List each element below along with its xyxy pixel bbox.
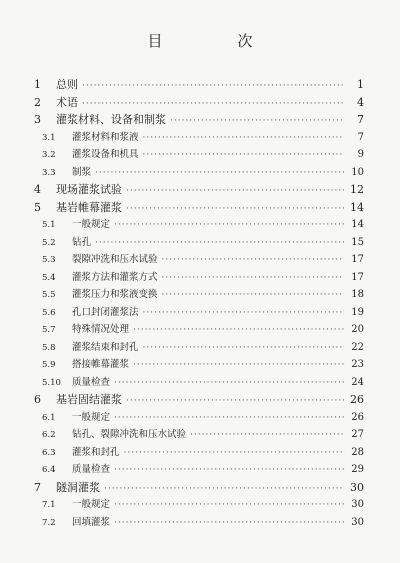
toc-leader-dots [190, 430, 344, 440]
toc-entry-page: 17 [351, 271, 364, 283]
toc-entry-page: 26 [351, 411, 364, 423]
toc-entry-number: 5.3 [42, 255, 56, 265]
toc-entry [34, 76, 364, 94]
toc-entry [34, 164, 364, 182]
toc-entry [34, 514, 364, 532]
toc-leader-dots [114, 500, 344, 510]
toc-entry-title: 总则 [56, 78, 78, 91]
toc-entry-number: 5.2 [42, 237, 56, 248]
toc-entry [34, 391, 364, 409]
toc-entry-page: 22 [351, 341, 364, 353]
toc-entry [34, 409, 364, 427]
toc-entry-title: 一般规定 [72, 219, 111, 230]
toc-entry-title: 灌浆方法和灌浆方式 [72, 271, 158, 283]
toc-entry-page: 14 [351, 219, 364, 230]
toc-entry-title: 灌浆设备和机具 [72, 149, 139, 160]
toc-entry [34, 269, 364, 287]
toc-entry-number: 5.8 [42, 342, 56, 353]
toc-entry-title: 隧洞灌浆 [56, 480, 100, 494]
toc-leader-dots [82, 81, 344, 91]
toc-entry-page: 15 [351, 236, 364, 248]
toc-entry-number: 6 [34, 393, 41, 406]
toc-leader-dots [114, 465, 344, 475]
toc-entry [34, 304, 364, 322]
toc-entry-page: 4 [357, 95, 364, 109]
toc-entry-page: 26 [350, 393, 364, 406]
toc-entry-number: 7.2 [42, 517, 56, 528]
toc-entry-title: 钻孔、裂隙冲洗和压水试验 [72, 429, 187, 440]
toc-entry-number: 7 [34, 480, 41, 494]
toc-entry-page: 27 [351, 429, 364, 440]
toc-entry [34, 111, 364, 129]
toc-leader-dots [143, 133, 344, 143]
toc-entry-title: 裂隙冲洗和压水试验 [72, 254, 158, 265]
toc-entry-number: 5.6 [42, 307, 56, 318]
toc-entry-page: 12 [350, 183, 364, 196]
toc-entry [34, 356, 364, 374]
toc-entry-number: 5.5 [42, 290, 56, 300]
toc-entry-number: 6.4 [42, 465, 56, 475]
toc-entry-page: 23 [351, 359, 364, 370]
toc-entry-title: 基岩帷幕灌浆 [56, 200, 122, 214]
toc-entry-number: 2 [34, 95, 41, 109]
toc-leader-dots [95, 168, 344, 178]
toc-entry-title: 术语 [56, 95, 78, 109]
toc-leader-dots [162, 273, 344, 283]
toc-entry-number: 3.3 [42, 167, 56, 178]
toc-entry [34, 146, 364, 164]
toc-entry-title: 灌浆压力和浆液变换 [72, 289, 158, 300]
toc-entry-title: 孔口封闭灌浆法 [72, 306, 139, 318]
toc-entry-title: 钻孔 [72, 236, 92, 248]
toc-leader-dots [114, 518, 344, 528]
toc-entry-number: 6.1 [42, 412, 56, 423]
toc-entry-page: 14 [350, 200, 364, 214]
toc-leader-dots [114, 378, 344, 388]
toc-entry-title: 回填灌浆 [72, 516, 111, 528]
toc-entry-page: 7 [357, 113, 364, 126]
toc-entry-number: 4 [34, 183, 41, 196]
toc-entry-page: 20 [351, 324, 364, 335]
toc-entry-page: 30 [351, 499, 364, 510]
table-of-contents [34, 76, 364, 531]
toc-leader-dots [104, 484, 344, 494]
toc-entry-title: 一般规定 [72, 411, 111, 423]
toc-entry [34, 374, 364, 392]
toc-entry-number: 5.10 [42, 377, 61, 388]
toc-entry [34, 216, 364, 234]
toc-entry [34, 286, 364, 304]
toc-entry-number: 5 [34, 200, 41, 214]
toc-entry-page: 17 [351, 254, 364, 265]
toc-leader-dots [170, 116, 344, 126]
toc-entry-number: 6.2 [42, 430, 56, 440]
toc-entry-title: 特殊情况处理 [72, 324, 130, 335]
toc-entry-title: 基岩固结灌浆 [56, 393, 122, 406]
toc-entry-page: 24 [351, 376, 364, 388]
toc-entry-title: 灌浆材料、设备和制浆 [56, 113, 166, 126]
toc-entry-number: 6.3 [42, 447, 56, 458]
toc-entry-page: 30 [350, 480, 364, 494]
toc-entry [34, 339, 364, 357]
toc-entry-title: 一般规定 [72, 499, 111, 510]
page-title: 目 次 [147, 32, 283, 50]
toc-entry-title: 制浆 [72, 166, 92, 178]
toc-entry [34, 199, 364, 217]
toc-entry [34, 129, 364, 147]
toc-entry-number: 3.2 [42, 150, 56, 160]
toc-entry [34, 251, 364, 269]
toc-entry-title: 质量检查 [72, 376, 111, 388]
toc-entry-page: 18 [351, 289, 364, 300]
toc-entry-page: 1 [357, 78, 364, 91]
toc-entry-page: 10 [351, 166, 364, 178]
toc-leader-dots [133, 325, 344, 335]
toc-leader-dots [143, 150, 344, 160]
toc-entry-page: 29 [351, 464, 364, 475]
toc-entry-number: 5.4 [42, 272, 56, 283]
toc-leader-dots [143, 308, 344, 318]
toc-entry-title: 灌浆材料和浆液 [72, 131, 139, 143]
toc-entry-number: 5.1 [42, 220, 56, 230]
toc-leader-dots [114, 413, 344, 423]
toc-entry [34, 444, 364, 462]
toc-entry-number: 1 [34, 78, 41, 91]
toc-entry [34, 181, 364, 199]
toc-entry-number: 5.9 [42, 360, 56, 370]
toc-entry [34, 321, 364, 339]
toc-entry [34, 461, 364, 479]
toc-entry-title: 灌浆和封孔 [72, 446, 120, 458]
toc-entry-number: 7.1 [42, 500, 56, 510]
toc-leader-dots [114, 220, 344, 230]
toc-entry-number: 5.7 [42, 325, 56, 335]
toc-leader-dots [124, 448, 344, 458]
toc-entry [34, 94, 364, 112]
toc-leader-dots [95, 238, 344, 248]
toc-entry-title: 搭接帷幕灌浆 [72, 359, 130, 370]
toc-leader-dots [126, 396, 344, 406]
toc-entry-title: 灌浆结束和封孔 [72, 341, 139, 353]
toc-entry-title: 质量检查 [72, 464, 111, 475]
toc-entry [34, 479, 364, 497]
toc-entry-page: 19 [351, 306, 364, 318]
toc-entry-number: 3.1 [42, 132, 56, 143]
toc-entry-page: 30 [351, 516, 364, 528]
toc-leader-dots [126, 204, 344, 214]
toc-entry-page: 7 [357, 131, 364, 143]
toc-entry-page: 9 [357, 149, 364, 160]
toc-entry [34, 496, 364, 514]
toc-leader-dots [162, 290, 344, 300]
toc-leader-dots [162, 255, 344, 265]
toc-entry-page: 28 [351, 446, 364, 458]
toc-entry [34, 426, 364, 444]
toc-entry-number: 3 [34, 113, 41, 126]
toc-leader-dots [126, 186, 344, 196]
toc-entry [34, 234, 364, 252]
toc-entry-title: 现场灌浆试验 [56, 183, 122, 196]
toc-leader-dots [143, 343, 344, 353]
toc-leader-dots [133, 360, 344, 370]
toc-leader-dots [82, 99, 344, 109]
